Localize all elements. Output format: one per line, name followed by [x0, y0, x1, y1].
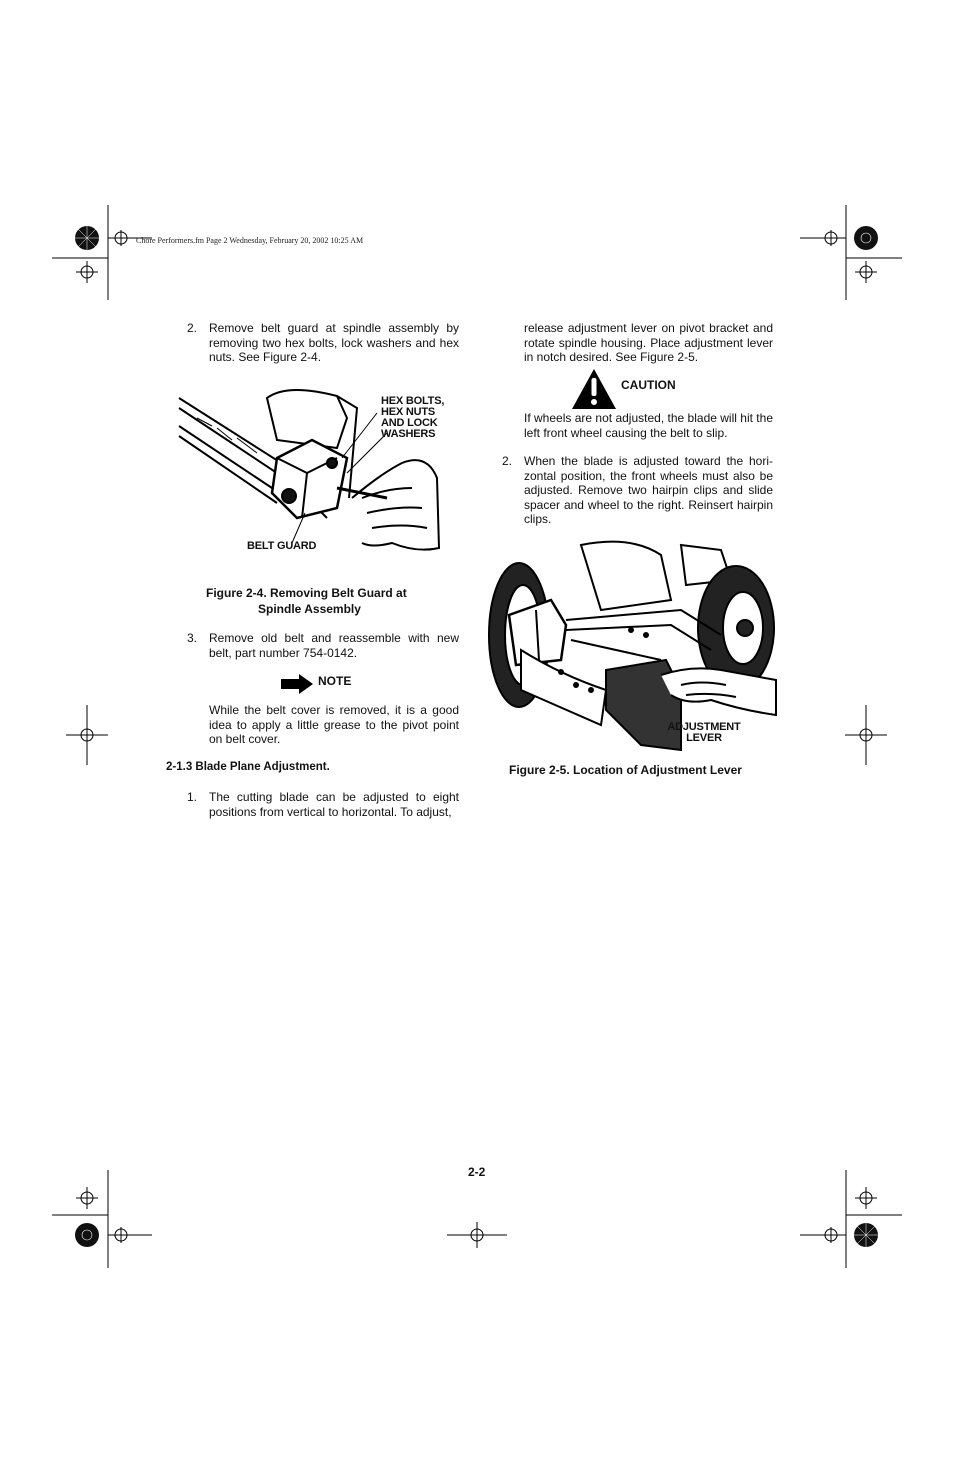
- note-arrow-icon: [281, 674, 313, 694]
- step-text: The cutting blade can be adjusted to eight positions from vertical to horizontal. To adjust,: [209, 790, 459, 819]
- figure-2-5-caption: Figure 2-5. Location of Adjustment Lever: [509, 763, 742, 777]
- step-text: Remove belt guard at spindle assembly by removing two hex bolts, lock washers and hex nuts. See Figure 2-4.: [209, 321, 459, 365]
- figure-2-4-callout-hex-bolts: HEX BOLTS, HEX NUTS AND LOCK WASHERS: [381, 395, 445, 440]
- note-label: NOTE: [318, 674, 352, 688]
- step-1-cutting-blade: [187, 790, 459, 819]
- step-text: Remove old belt and reassemble with new belt, part number 754-0142.: [209, 631, 459, 660]
- step-number: 3.: [187, 631, 198, 645]
- adjust-continued-text: release adjustment lever on pivot bracket and rotate spindle housing. Place adjustment lever in notch desired. See Figure 2-5.: [524, 321, 773, 365]
- file-header-stamp: Chore Performers.fm Page 2 Wednesday, February 20, 2002 10:25 AM: [136, 236, 364, 245]
- step-2-front-wheels: [502, 454, 773, 527]
- step-number: 1.: [187, 790, 198, 804]
- note-text: While the belt cover is removed, it is a good idea to apply a little grease to the pivot point on belt cover.: [209, 703, 459, 747]
- step-number: 2.: [502, 454, 513, 468]
- figure-2-5-callout-adjustment-lever: ADJUSTMENT LEVER: [667, 721, 741, 744]
- caution-warning-icon: [571, 368, 617, 410]
- figure-2-4-caption: Figure 2-4. Removing Belt Guard at Spindle Assembly: [206, 586, 407, 616]
- step-2-remove-belt-guard: [187, 321, 459, 365]
- step-3-reassemble-belt: [187, 631, 459, 660]
- page-number: 2-2: [468, 1165, 486, 1179]
- step-number: 2.: [187, 321, 198, 335]
- figure-2-4-callout-belt-guard: BELT GUARD: [247, 540, 317, 552]
- caution-text: If wheels are not adjusted, the blade will hit the left front wheel causing the belt to slip.: [524, 411, 773, 440]
- section-heading-blade-plane: 2-1.3 Blade Plane Adjustment.: [166, 761, 330, 773]
- caution-label: CAUTION: [621, 378, 676, 392]
- step-text: When the blade is adjusted toward the hori-zontal position, the front wheels must also be adjusted. Remove two hairpin clips and slide spacer and wheel to the right. Reinsert hairpin clips.: [524, 454, 773, 527]
